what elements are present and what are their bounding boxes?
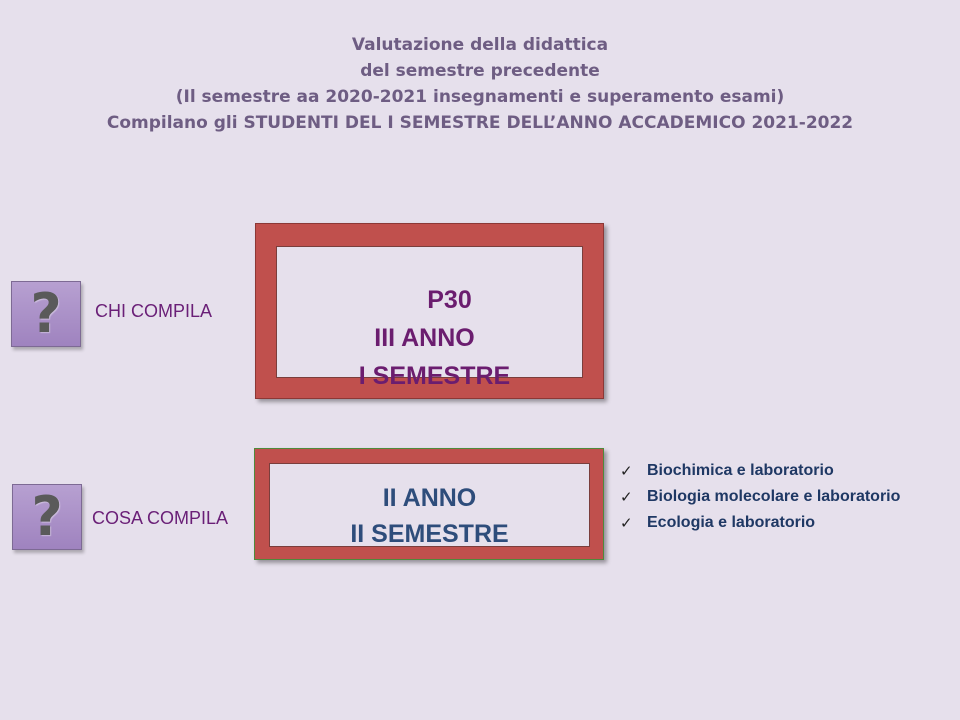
list-item: [620, 461, 900, 487]
who-box-line-1: P30: [427, 286, 472, 314]
what-box: [269, 463, 590, 547]
title-line-1: Valutazione della didattica: [351, 35, 609, 55]
what-box-line-1: II ANNO: [382, 484, 477, 512]
question-mark-icon: [11, 281, 81, 347]
who-label: CHI COMPILA: [95, 301, 213, 321]
who-box-line-3: I SEMESTRE: [358, 362, 511, 390]
course-name: Biologia molecolare e laboratorio: [647, 488, 901, 505]
what-box-line-2: II SEMESTRE: [350, 520, 509, 548]
slide-title: [0, 32, 960, 136]
list-item: [620, 487, 900, 513]
list-item: [620, 513, 900, 539]
course-name: Ecologia e laboratorio: [647, 514, 816, 531]
title-line-3: (Il semestre aa 2020-2021 insegnamenti e superamento esami): [175, 87, 785, 107]
question-glyph: ?: [31, 485, 63, 548]
course-list: [620, 461, 900, 539]
title-line-2: del semestre precedente: [360, 61, 600, 81]
who-box-frame: [255, 223, 604, 399]
what-label: COSA COMPILA: [92, 508, 229, 528]
question-mark-icon: [12, 484, 82, 550]
who-box-line-2: III ANNO: [374, 324, 475, 352]
course-name: Biochimica e laboratorio: [647, 462, 834, 479]
what-box-frame: [254, 448, 604, 560]
checkmark-icon: ✓: [620, 462, 633, 480]
question-glyph: ?: [30, 282, 62, 345]
checkmark-icon: ✓: [620, 514, 633, 532]
who-box: [276, 246, 583, 390]
checkmark-icon: ✓: [620, 488, 633, 506]
title-line-4: Compilano gli STUDENTI DEL I SEMESTRE DELL’ANNO ACCADEMICO 2021-2022: [106, 113, 854, 133]
